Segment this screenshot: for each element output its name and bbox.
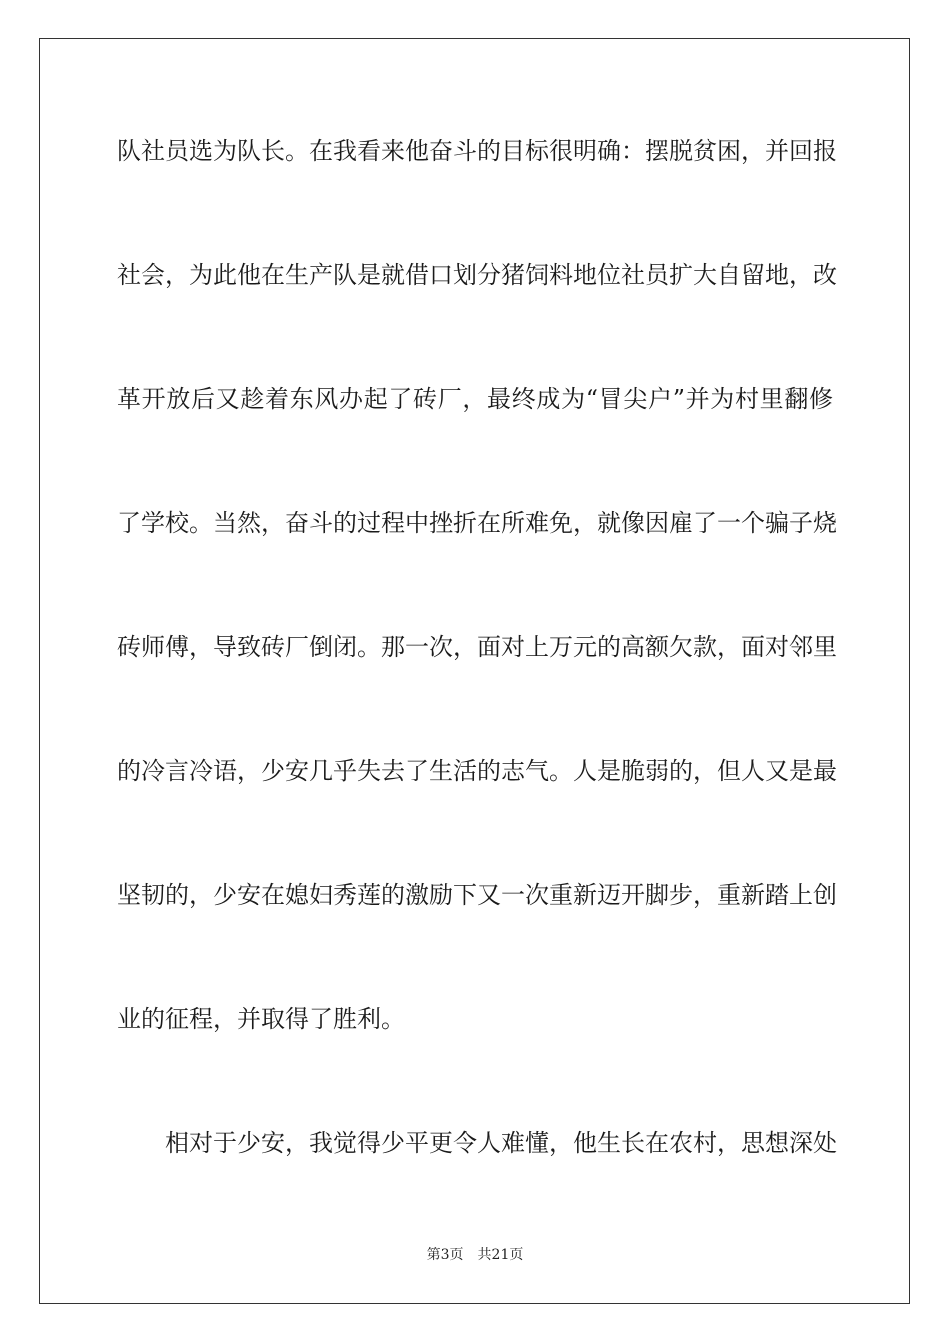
page-footer — [0, 1246, 950, 1264]
paragraph-line: 业的征程，并取得了胜利。 — [117, 1005, 405, 1033]
page-border — [39, 38, 910, 1304]
paragraph-line: 相对于少安，我觉得少平更令人难懂，他生长在农村，思想深处 — [165, 1129, 837, 1157]
page-number: 第3页 — [426, 1247, 464, 1263]
paragraph-line: 革开放后又趁着东风办起了砖厂，最终成为“冒尖户”并为村里翻修 — [117, 385, 833, 413]
paragraph-line: 的冷言冷语，少安几乎失去了生活的志气。人是脆弱的，但人又是最 — [117, 757, 837, 785]
paragraph-line: 队社员选为队长。在我看来他奋斗的目标很明确：摆脱贫困，并回报 — [117, 137, 837, 165]
paragraph-line: 坚韧的，少安在媳妇秀莲的激励下又一次重新迈开脚步，重新踏上创 — [117, 881, 837, 909]
paragraph-line: 社会，为此他在生产队是就借口划分猪饲料地位社员扩大自留地，改 — [117, 261, 837, 289]
paragraph-line: 砖师傅，导致砖厂倒闭。那一次，面对上万元的高额欠款，面对邻里 — [117, 633, 837, 661]
page-total: 共21页 — [477, 1247, 524, 1263]
paragraph-line: 了学校。当然，奋斗的过程中挫折在所难免，就像因雇了一个骗子烧 — [117, 509, 837, 537]
